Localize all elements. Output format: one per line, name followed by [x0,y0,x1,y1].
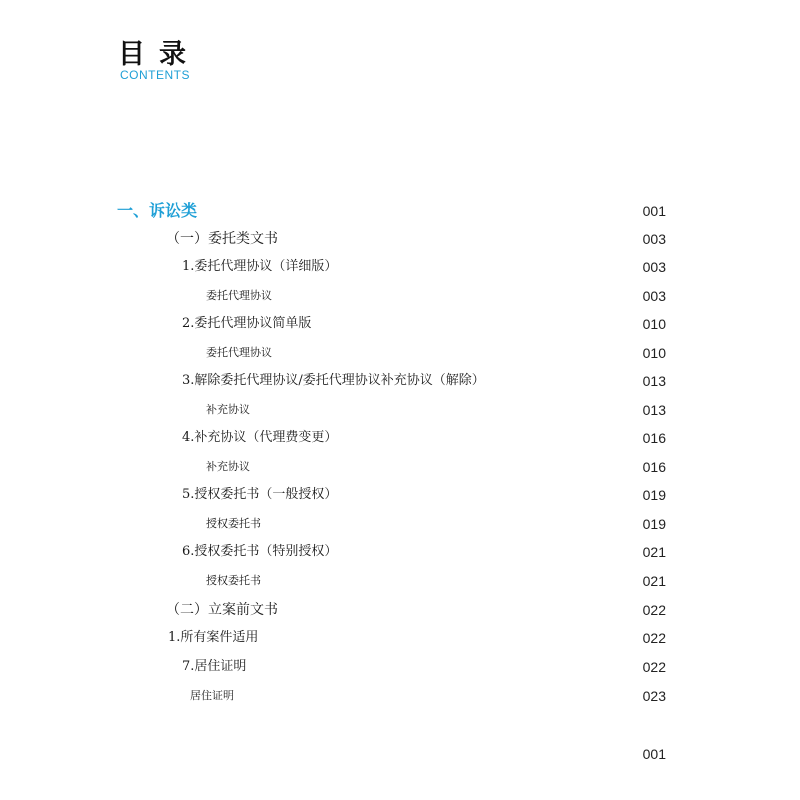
toc-entry-title: 授权委托书 [206,574,261,587]
page-number: 001 [642,746,666,762]
toc-subitem-entry[interactable] [0,285,800,307]
toc-subitem-entry[interactable] [0,399,800,421]
toc-entry-title: 5.授权委托书（一般授权） [182,487,338,502]
toc-entry-page: 010 [642,316,666,332]
toc-subitem-entry[interactable] [0,513,800,535]
toc-entry-title: 7.居住证明 [182,659,247,674]
toc-chapter-entry[interactable] [0,599,800,621]
toc-entry-page: 010 [642,345,666,361]
toc-entry-page: 019 [642,487,666,503]
toc-chapter-entry[interactable] [0,228,800,250]
toc-entry-title: 4.补充协议（代理费变更） [182,430,338,445]
toc-entry-title: 6.授权委托书（特别授权） [182,544,338,559]
toc-subitem-entry[interactable] [0,456,800,478]
toc-entry-title: （一）委托类文书 [166,231,278,247]
toc-entry-title: （二）立案前文书 [166,602,278,618]
toc-section-entry[interactable] [0,200,800,222]
page-subtitle: CONTENTS [120,68,190,82]
toc-entry-title: 委托代理协议 [206,289,272,302]
toc-entry-title: 补充协议 [206,403,250,416]
toc-item-entry[interactable] [0,627,800,649]
toc-entry-title: 2.委托代理协议简单版 [182,316,312,331]
toc-item-entry[interactable] [0,656,800,678]
toc-entry-page: 013 [642,373,666,389]
toc-entry-page: 022 [642,602,666,618]
toc-entry-title: 1.委托代理协议（详细版） [182,259,338,274]
toc-entry-page: 003 [642,259,666,275]
toc-entry-page: 013 [642,402,666,418]
toc-item-entry[interactable] [0,256,800,278]
toc-entry-page: 022 [642,659,666,675]
toc-entry-page: 019 [642,516,666,532]
page-title: 目录 [118,39,200,70]
toc-entry-page: 023 [642,688,666,704]
toc-entry-title: 居住证明 [190,689,234,702]
toc-entry-title: 委托代理协议 [206,346,272,359]
toc-subitem-entry[interactable] [0,570,800,592]
toc-entry-page: 003 [642,288,666,304]
toc-entry-page: 022 [642,630,666,646]
toc-entry-title: 3.解除委托代理协议/委托代理协议补充协议（解除） [182,373,485,388]
toc-entry-page: 021 [642,544,666,560]
toc-entry-title: 1.所有案件适用 [168,630,259,645]
toc-subitem-entry[interactable] [0,342,800,364]
toc-item-entry[interactable] [0,370,800,392]
toc-entry-page: 003 [642,231,666,247]
toc-item-entry[interactable] [0,541,800,563]
toc-entry-title: 一、诉讼类 [117,201,198,220]
toc-item-entry[interactable] [0,313,800,335]
toc-entry-title: 授权委托书 [206,517,261,530]
toc-item-entry[interactable] [0,427,800,449]
toc-entry-page: 016 [642,459,666,475]
toc-entry-title: 补充协议 [206,460,250,473]
toc-entry-page: 001 [642,203,666,219]
toc-item-entry[interactable] [0,484,800,506]
toc-entry-page: 021 [642,573,666,589]
toc-entry-page: 016 [642,430,666,446]
toc-subitem-entry[interactable] [0,685,800,707]
